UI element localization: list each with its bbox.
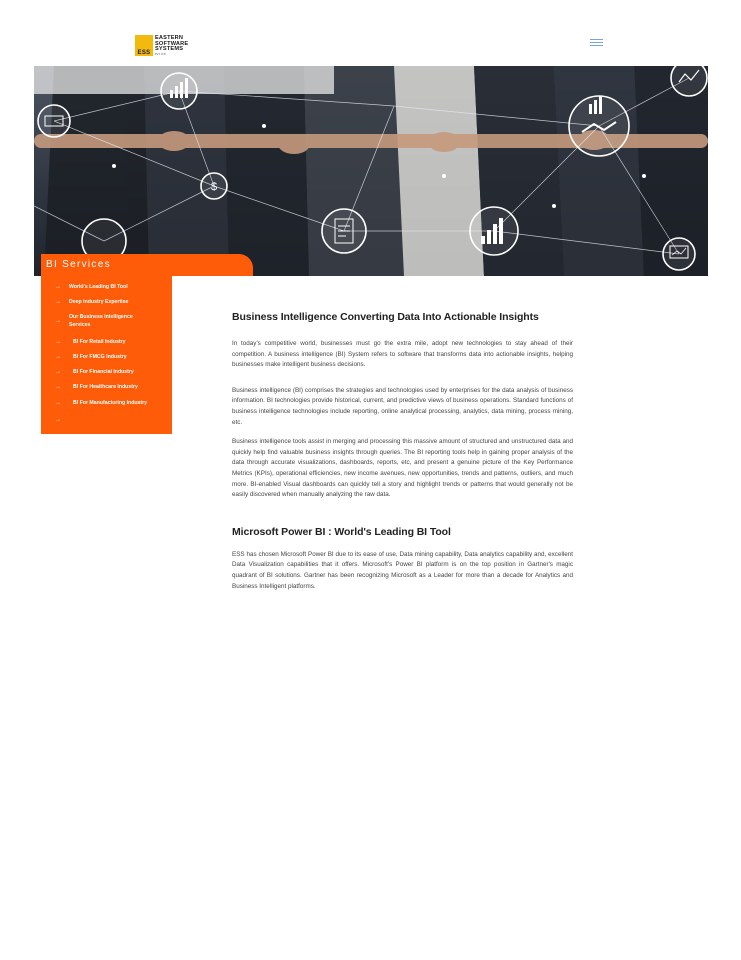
arrow-right-icon: → [55, 417, 61, 423]
document-icon [322, 209, 366, 253]
power-bi-paragraph: ESS has chosen Microsoft Power BI due to its ease of use, Data mining capability, Data analytics capability and, excellent Data Visualization capabilities that it offers. Microsoft's Power BI platform is on the top position in Gartner's magic quadrant of BI solutions. Gartner has been recognizing Microsoft as a Leader for more than a decade for Analytics and Business Intelligent platforms. [232, 550, 573, 590]
bar-chart-icon [161, 73, 197, 109]
presentation-icon [663, 238, 695, 270]
bi-definition-paragraph: Business intelligence (BI) comprises the strategies and technologies used by enterprises for the data analysis of business information. BI technologies provide historical, current, and predictive views of business operations. Standard functions of business intelligence technologies include reporting, online analytical processing, analytics, data mining, process mining, etc. [232, 386, 573, 426]
growth-chart-icon [470, 207, 518, 255]
arrow-right-icon: → [55, 354, 61, 360]
sidebar-header [41, 254, 253, 276]
arrow-right-icon: → [55, 339, 61, 345]
logo-mark: ESS [135, 35, 153, 56]
site-header [0, 0, 741, 66]
section-heading-bi: Business Intelligence Converting Data Into Actionable Insights [232, 311, 539, 323]
company-logo[interactable] [135, 35, 207, 56]
arrow-right-icon: → [55, 284, 61, 290]
arrow-right-icon: → [55, 299, 61, 305]
arrow-right-icon: → [55, 384, 61, 390]
handshake-icon [569, 96, 629, 156]
main-content [232, 300, 573, 592]
sidebar-title: BI Services [46, 259, 111, 270]
logo-subtext: PVT. LTD. [155, 53, 167, 56]
arrow-right-icon: → [55, 400, 61, 406]
hero-banner [34, 66, 708, 276]
barcode-scanner-icon [38, 105, 70, 137]
line-chart-icon [671, 66, 707, 96]
sidebar-nav: → World's Leading BI Tool → Deep Industry Expertise → Our Business Intelligence Services → BI For Retail Industry → BI For FMCG Industry → BI For Financial Industry → BI For Healthcare Industry → BI For Manufacturing Industry → [41, 276, 172, 434]
bi-tools-paragraph: Business intelligence tools assist in merging and processing this massive amount of structured and unstructured data and quickly help find valuable business insights through queries. The BI reporting tools help in gaining proper analysis of the data through accurate visualizations, dashboards, reports, etc, and present a genuine picture of the Key Performance Metrics (KPIs), operational efficiencies, new income avenues, new opportunities, trends and patterns, outliers, and much more. BI-enabled Visual dashboards can quickly tell a story and highlight trends or patterns that would generally not be easily discovered when manually analyzing the raw data. [232, 438, 573, 499]
arrow-right-icon: → [55, 318, 61, 324]
arrow-right-icon: → [55, 369, 61, 375]
intro-paragraph: In today's competitive world, businesses must go the extra mile, adopt new technologies to stay ahead of their competition. A business intelligence (BI) System refers to software that transforms data into actionable insights, helping businesses make intelligent business decisions. [232, 340, 573, 369]
hamburger-icon[interactable] [590, 39, 603, 47]
svg-text:$: $ [210, 181, 218, 193]
section-heading-power-bi: Microsoft Power BI : World's Leading BI Tool [232, 525, 451, 538]
logo-wordmark: EASTERN SOFTWARE SYSTEMS [155, 35, 189, 53]
money-icon [201, 173, 227, 199]
